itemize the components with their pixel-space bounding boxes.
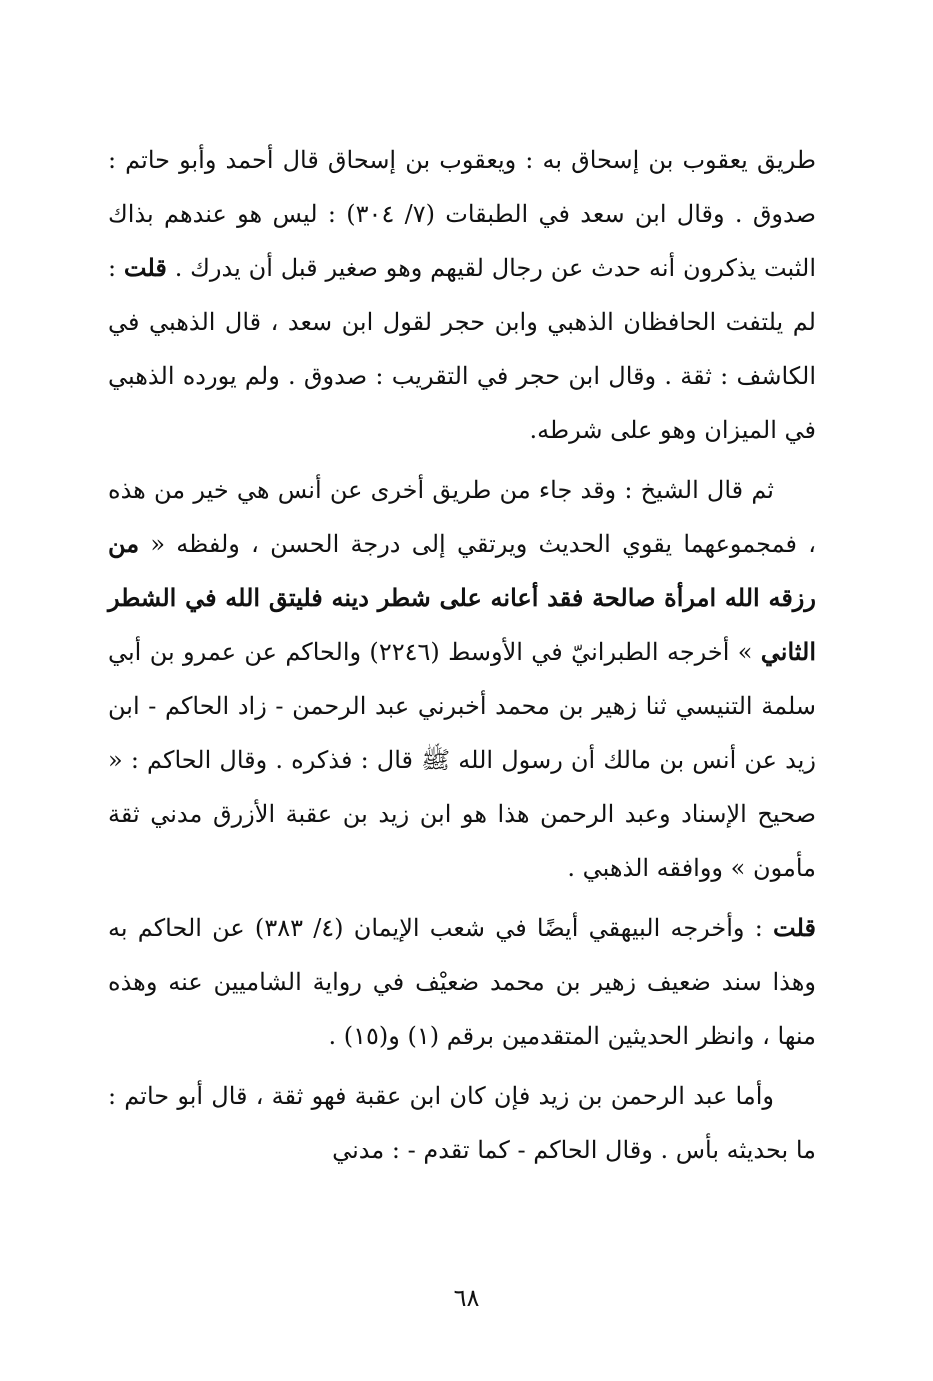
hadith-quote: من رزقه الله امرأة صالحة فقد أعانه على شطر دينه فليتق الله في الشطر الثاني (108, 529, 817, 666)
text-run: : لم يلتفت الحافظان الذهبي وابن حجر لقول ابن سعد ، قال الذهبي في الكاشف : ثقة . وقال ابن حجر في التقريب : صدوق . ولم يورده الذهبي في الميزان وهو على شرطه. (108, 254, 816, 444)
text-run: : وأخرجه البيهقي أيضًا في شعب الإيمان (٤/ ٣٨٣) عن الحاكم به وهذا سند ضعيف زهير بن محمد ضعيْف في رواية الشاميين عنه وهذه منها ، وانظر الحديثين المتقدمين برقم (١) و(١٥) . (108, 914, 816, 1050)
text-run: طريق يعقوب بن إسحاق به : ويعقوب بن إسحاق قال أحمد وأبو حاتم : صدوق . وقال ابن سعد في الطبقات (٧/ ٣٠٤) : ليس هو عندهم بذاك الثبت يذكرون أنه حدث عن رجال لقيهم وهو صغير قبل أن يدرك . (108, 146, 817, 282)
page-number: ٦٨ (453, 1284, 480, 1312)
paragraph-4 (108, 1069, 816, 1177)
qultu-label: قلت (123, 253, 167, 282)
text-run: ثم قال الشيخ : وقد جاء من طريق أخرى عن أنس هي خير من هذه ، فمجموعهما يقوي الحديث ويرتقي إلى درجة الحسن ، ولفظه « (108, 476, 816, 558)
text-run: وأما عبد الرحمن بن زيد فإن كان ابن عقبة فهو ثقة ، قال أبو حاتم : ما بحديثه بأس . وقال الحاكم - كما تقدم - : مدني (108, 1082, 816, 1164)
paragraph-2 (108, 463, 816, 895)
paragraph-3 (108, 901, 816, 1063)
body-text (108, 133, 816, 1177)
text-run: » أخرجه الطبرانيّ في الأوسط (٢٢٤٦) والحاكم عن عمرو بن أبي سلمة التنيسي ثنا زهير بن محمد أخبرني عبد الرحمن - زاد الحاكم - ابن زيد عن أنس بن مالك أن رسول الله ﷺ قال : فذكره . وقال الحاكم : « صحيح الإسناد وعبد الرحمن هذا هو ابن زيد بن عقبة الأزرق مدني ثقة مأمون » ووافقه الذهبي . (108, 638, 816, 882)
qultu-label: قلت (773, 913, 817, 942)
paragraph-1 (108, 133, 816, 457)
